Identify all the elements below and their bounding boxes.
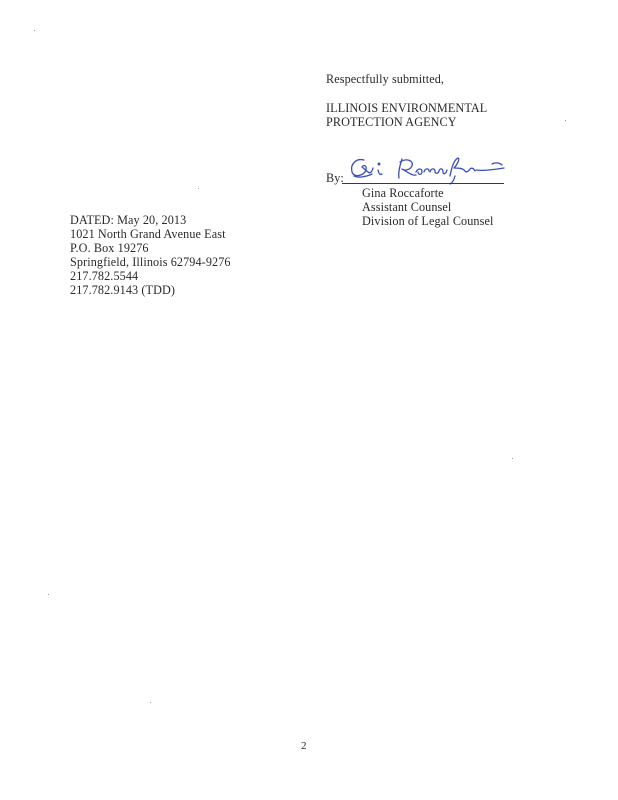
po-box: P.O. Box 19276 [70,241,149,255]
scan-speck [198,188,199,189]
by-label: By: [326,171,344,185]
tdd-number: 217.782.9143 (TDD) [70,283,176,297]
phone-number: 217.782.5544 [70,269,139,283]
city-state-zip: Springfield, Illinois 62794-9276 [70,255,231,269]
signer-name: Gina Roccaforte [362,186,444,200]
signer-title: Assistant Counsel [362,200,452,214]
signer-division: Division of Legal Counsel [362,214,494,228]
closing-salutation: Respectfully submitted, [326,72,445,86]
scan-speck [512,458,513,459]
signature-line [342,183,504,184]
scan-speck [150,702,151,703]
scan-speck [48,594,49,595]
agency-name-line-1: ILLINOIS ENVIRONMENTAL [326,101,488,115]
street-address: 1021 North Grand Avenue East [70,227,226,241]
scan-speck [565,120,566,121]
dated-line: DATED: May 20, 2013 [70,213,187,227]
scan-speck [34,30,35,31]
agency-name-line-2: PROTECTION AGENCY [326,115,457,129]
page-number: 2 [301,740,307,752]
